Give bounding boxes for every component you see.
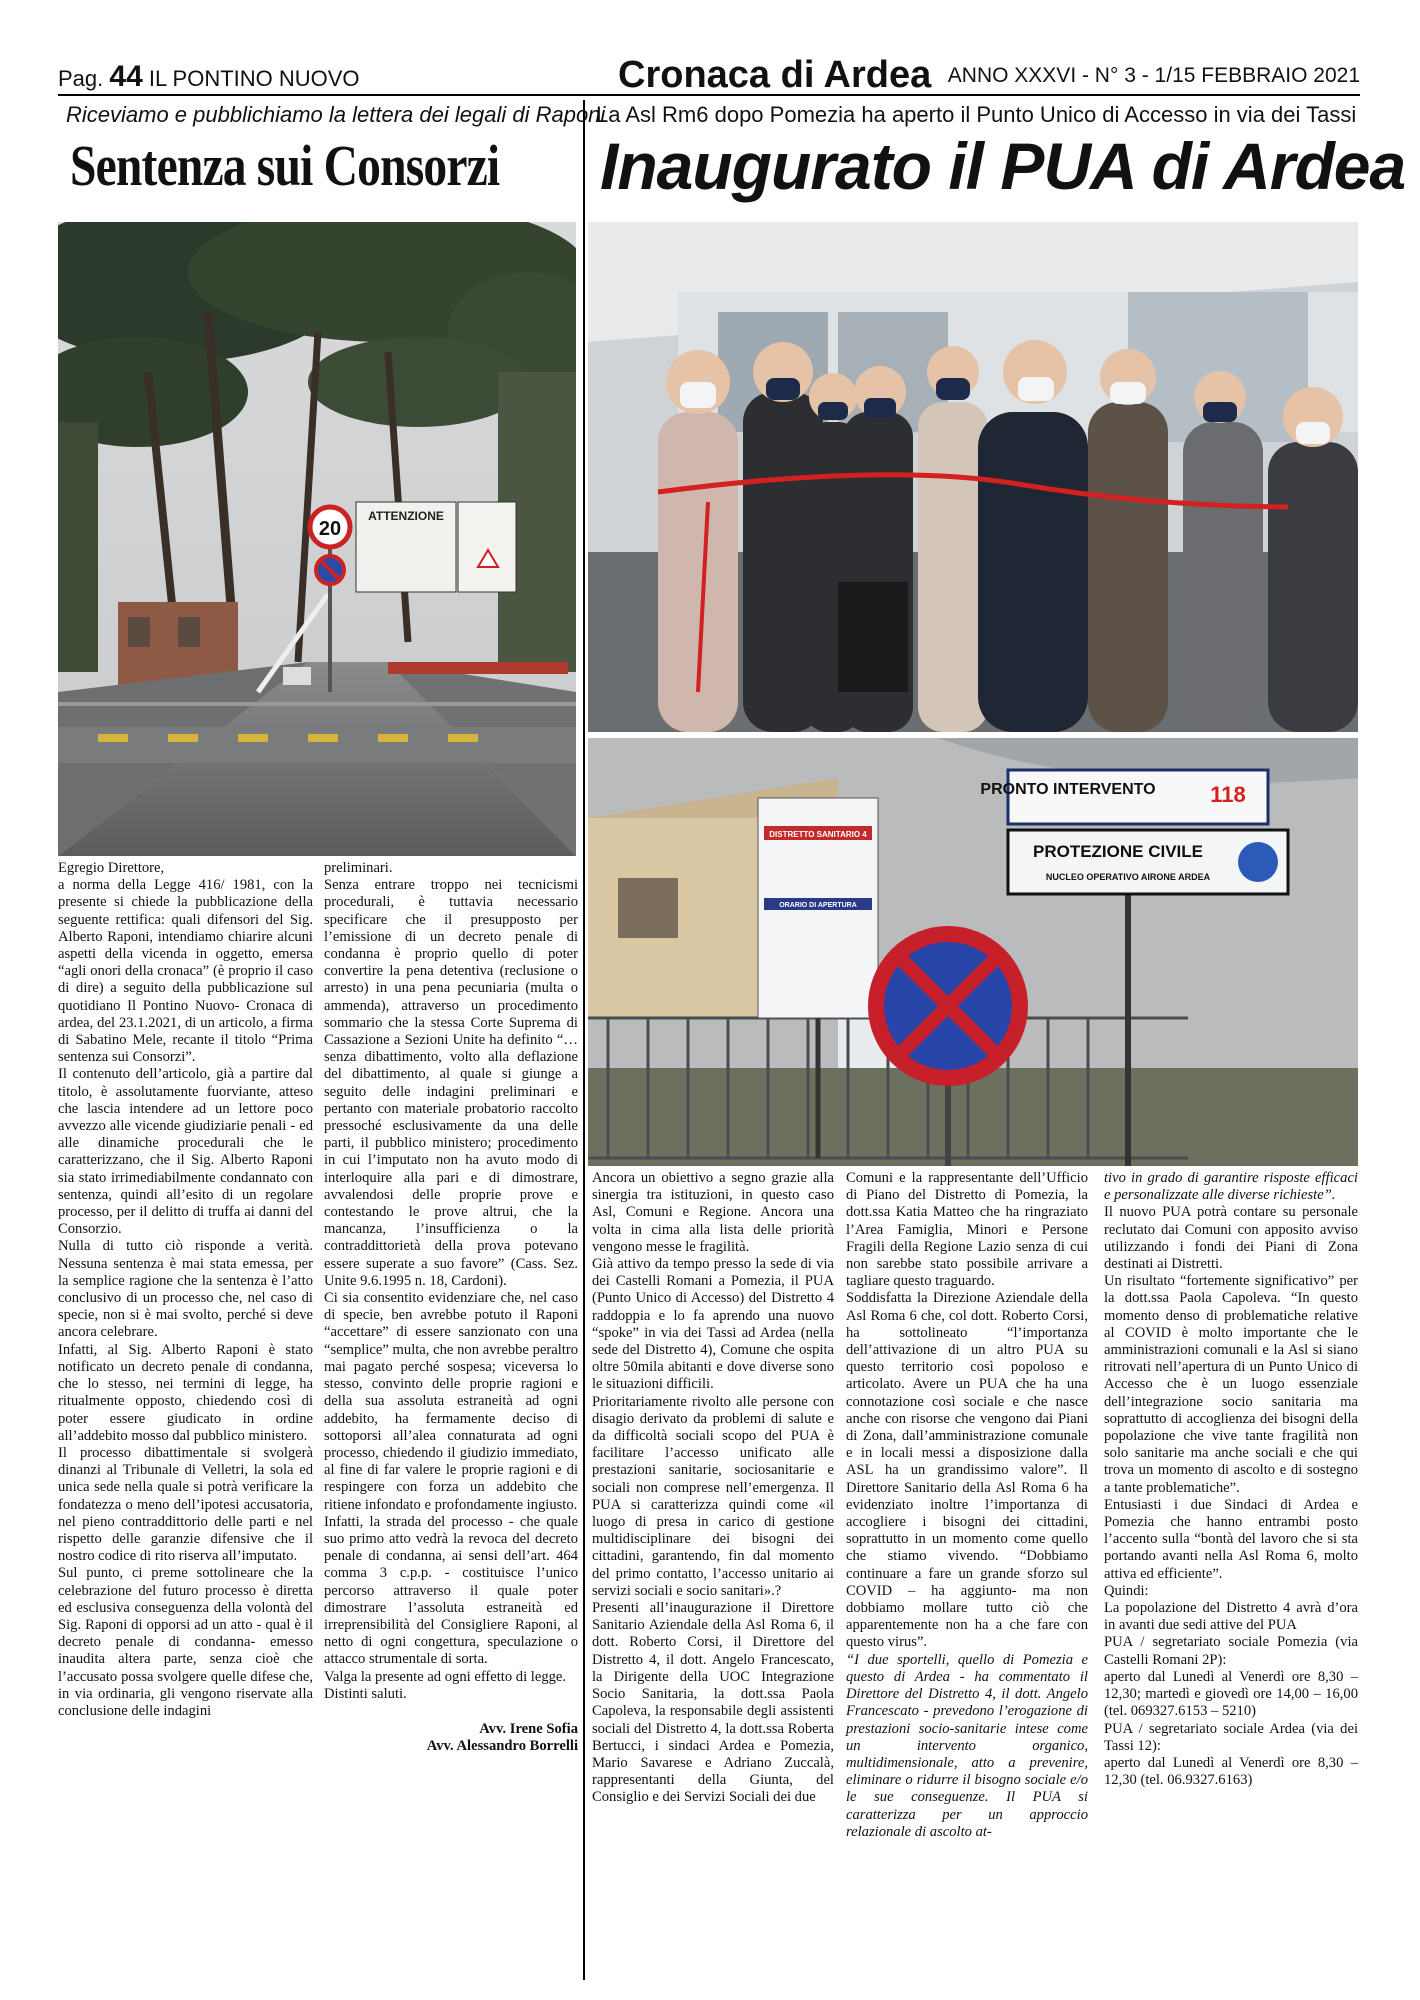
page-number: Pag. 44 IL PONTINO NUOVO: [58, 60, 360, 93]
right-title: Inaugurato il PUA di Ardea: [600, 129, 1406, 203]
svg-text:PRONTO INTERVENTO: PRONTO INTERVENTO: [980, 781, 1156, 798]
paragraph: Il contenuto dell’articolo, già a partire dal titolo, è assolutamente fuorviante, atteso che lascia intendere ad un lettore poco avvezzo alle vicende giudiziarie penali - ed alle dinamiche procedurali che le caratterizzano, che il Sig. Alberto Raponi sia stato irrimediabilmente condannato con sentenza, quindi all’esito di un regolare processo, per il delitto di truffa ai danni del Consorzio.: [58, 1066, 313, 1238]
paragraph: a norma della Legge 416/ 1981, con la presente si chiede la pubblicazione della seguente rettifica: quali difensori del Sig. Alberto Raponi, intendiamo chiarire alcuni aspetti della vicenda in oggetto, emersa “agli onori della cronaca” (è proprio il caso di dire) a seguito della pubblicazione sul quotidiano Il Pontino Nuovo- Cronaca di ardea, del 23.1.2021, di un articolo, a firma di Sabatino Mele, recante il titolo “Prima sentenza sui Consorzi”.: [58, 877, 313, 1066]
paragraph: Il nuovo PUA potrà contare su personale reclutato dai Comuni con apposito avviso utilizzando i fondi dei Piani di Zona destinati ai Distretti.: [1104, 1204, 1358, 1273]
column-divider: [583, 100, 585, 1980]
svg-text:118: 118: [1210, 782, 1246, 807]
right-col-2: [846, 1170, 1088, 1841]
paragraph: Il processo dibattimentale si svolgerà dinanzi al Tribunale di Velletri, la sola ed unica sede nella quale si potrà verificare la fondatezza o meno dell’ipotesi accusatoria, nel pieno contraddittorio delle parti e nel rispetto delle garanzie difensive che il nostro codice di rito riserva all’imputato.: [58, 1444, 313, 1565]
left-col-1: [58, 860, 313, 1720]
paragraph: Ancora un obiettivo a segno grazie alla sinergia tra istituzioni, in questo caso Asl, Comuni e Regione. Ancora una volta in cima alla lista delle priorità vengono messe le fragilità.: [592, 1170, 834, 1255]
paragraph: Già attivo da tempo presso la sede di via dei Castelli Romani a Pomezia, il PUA (Punto Unico di Accesso) del Distretto 4 raddoppia e lo fa aprendo una nuovo “spoke” in via dei Tassi ad Ardea (nella sede del Distretto 4), Comune che ospita oltre 50mila abitanti e dove diverse sono le situazioni difficili.: [592, 1256, 834, 1393]
paragraph: Senza entrare troppo nei tecnicismi procedurali, è tuttavia necessario specificare che il presupposto per l’emissione di un decreto penale di condanna è proprio quello di poter convertire la pena detentiva (reclusione o arresto) in una pena pecuniaria (multa o ammenda), attraverso un procedimento sommario che la stessa Corte Suprema di Cassazione a Sezioni Unite ha definito “…senza dibattimento, volto alla deflazione del dibattimento, al quale si giunge a seguito delle indagini preliminari e pertanto con materiale probatorio raccolto pressoché esclusivamente da una delle parti, il pubblico ministero; procedimento in cui l’imputato non ha avuto modo di interloquire alla pari e di dimostrare, avvalendosi delle proprie prove e contestando le prove altrui, che la mancanza, l’insufficienza o la contraddittorietà della prova potevano essere superate a suo favore” (Cass. Sez. Unite 9.6.1995 n. 18, Cardoni).: [324, 877, 578, 1289]
paragraph: PUA / segretariato sociale Pomezia (via Castelli Romani 2P):: [1104, 1634, 1358, 1668]
left-title: Sentenza sui Consorzi: [70, 133, 500, 198]
paragraph: preliminari.: [324, 860, 393, 876]
paragraph: Valga la presente ad ogni effetto di legge.: [324, 1668, 567, 1685]
paragraph: Infatti, la strada del processo - che quale suo primo atto vedrà la revoca del decreto penale di condanna, ai sensi dell’art. 464 comma 3 c.p.p. - costituisce l’unico percorso attraverso il quale poter dimostrare l’assoluta estraneità ed irreprensibilità del Consigliere Raponi, al netto di ogni congettura, speculazione o attacco strumentale di sorta.: [324, 1513, 578, 1668]
paragraph: Comuni e la rappresentante dell’Ufficio di Piano del Distretto di Pomezia, la dott.ssa Katia Matteo che ha ringraziato l’Area Famiglia, Minori e Persone Fragili della Regione Lazio senza di cui non sarebbe stato possibile arrivare a tagliare questo traguardo.: [846, 1170, 1088, 1290]
photo-street: [58, 222, 576, 856]
paragraph: Prioritariamente rivolto alle persone con disagio derivato da problemi di salute e da difficoltà sociali scopo del PUA è facilitare l’accesso unificato alle prestazioni sanitarie, sociosanitarie e sociali non comprese nell’emergenza. Il PUA si caratterizza quindi come «il luogo di presa in carico di gestione multidisciplinare dei bisogni dei cittadini, garantendo, fin dal momento del primo contatto, l’accesso unitario ai servizi sociali e socio sanitari».?: [592, 1393, 834, 1599]
left-col-2: [324, 860, 578, 1755]
section-title: Cronaca di Ardea: [618, 54, 932, 96]
page-header: [58, 54, 1360, 96]
paragraph: aperto dal Lunedì al Venerdì ore 8,30 – 12,30; martedì e giovedì ore 14,00 – 16,00 (tel. 069327.6153 – 5210): [1104, 1668, 1358, 1720]
paragraph: Soddisfatta la Direzione Aziendale della Asl Roma 6 che, col dott. Roberto Corsi, ha sottolineato “l’importanza dell’attivazione di un altro PUA su questo territorio così popoloso e articolato. Avere un PUA che ha una connotazione così sociale e che nasce anche con risorse che vengono dai Piani di Zona, dall’amministrazione comunale e in locali messi a disposizione dalla ASL ha un grandissimo valore”. Il Direttore Sanitario della Asl Roma 6 ha evidenziato inoltre l’importanza di accogliere i bisogni dei cittadini, soprattutto in un momento come quello che stiamo vivendo. “Dobbiamo continuare a fare un grande sforzo sul COVID – ha aggiunto- ma non dobbiamo mollare tutto ciò che apparentemente non ha a che fare con questo virus”.: [846, 1290, 1088, 1651]
svg-text:NUCLEO OPERATIVO AIRONE ARDEA: NUCLEO OPERATIVO AIRONE ARDEA: [1045, 872, 1211, 882]
paragraph: Ci sia consentito evidenziare che, nel caso di specie, ben avrebbe potuto il Raponi “accettare” di essere sanzionato con una “semplice” multa, che non avrebbe peraltro mai pagato perché sospesa; viceversa lo stesso, convinto delle proprie ragioni e della sua assoluta estraneità ad ogni addebito, ha fermamente deciso di sottoporsi all’alea connaturata ad ogni processo, chiedendo il giudizio immediato, al fine di far valere le proprie ragioni e di respingere con forza un addebito che ritiene infondato e profondamente ingiusto.: [324, 1290, 578, 1513]
paragraph: Entusiasti i due Sindaci di Ardea e Pomezia che hanno entrambi posto l’accento sulla “bontà del lavoro che si sta portando avanti nella Asl Roma 6, molto attiva ed efficiente”.: [1104, 1496, 1358, 1582]
svg-text:PROTEZIONE CIVILE: PROTEZIONE CIVILE: [1032, 842, 1204, 861]
svg-text:ORARIO DI APERTURA: ORARIO DI APERTURA: [779, 902, 857, 909]
paragraph: Presenti all’inaugurazione il Direttore Sanitario Aziendale della Asl Roma 6, il dott. Roberto Corsi, il Direttore del Distretto 4, il dott. Angelo Francescato, la Dirigente della UOC Integrazione Socio Sanitaria, la dott.ssa Paola Capoleva, la responsabile degli assistenti sociali del Distretto 4, la dott.ssa Roberta Bertucci, i sindaci Ardea e Pomezia, Mario Savarese e Adriano Zuccalà, rappresentanti della Giunta, del Consiglio e dei Servizi Sociali dei due: [592, 1600, 834, 1806]
signature: Avv. Alessandro Borrelli: [426, 1738, 578, 1755]
paragraph: Un risultato “fortemente significativo” per la dott.ssa Paola Capoleva. “In questo momento denso di problematiche relative al COVID è molto importante che le amministrazioni comunali e la Asl si siano ritrovati nell’apertura di un Punto Unico di Accesso che è un luogo essenziale dell’integrazione socio sanitaria ma soprattutto di accoglienza dei bisogni della popolazione che vive tante fragilità non solo sanitarie ma anche sociali e che qui trova un momento di ascolto e di sostegno a tante problematiche”.: [1104, 1273, 1358, 1496]
paragraph: Infatti, al Sig. Alberto Raponi è stato notificato un decreto penale di condanna, che lo stesso, nei termini di legge, ha ritualmente opposto, chiedendo così di poter essere giudicato in ordine all’addebito mosso dal pubblico ministero.: [58, 1341, 313, 1444]
photo-ribbon-cutting: [588, 222, 1358, 732]
paragraph: aperto dal Lunedì al Venerdì ore 8,30 – 12,30 (tel. 06.9327.6163): [1104, 1754, 1358, 1789]
paragraph: “I due sportelli, quello di Pomezia e questo di Ardea - ha commentato il Direttore del Distretto 4, il dott. Angelo Francescato - prevedono l’erogazione di prestazioni socio-sanitarie intese come un intervento organico, multidimensionale, atto a prevenire, eliminare o ridurre il bisogno sociale e/o le sue conseguenze. Il PUA si caratterizza per un approccio relazionale di ascolto at-: [846, 1651, 1088, 1840]
signature: Avv. Irene Sofia: [479, 1720, 578, 1737]
photo-signs: [588, 738, 1358, 1166]
right-kicker: La Asl Rm6 dopo Pomezia ha aperto il Punto Unico di Accesso in via dei Tassi: [596, 102, 1357, 127]
paragraph: La popolazione del Distretto 4 avrà d’ora in avanti due sedi attive del PUA: [1104, 1600, 1358, 1634]
left-kicker: Riceviamo e pubblichiamo la lettera dei legali di Raponi: [66, 102, 606, 127]
right-col-3: [1104, 1170, 1358, 1789]
svg-text:20: 20: [318, 518, 342, 540]
paragraph: tivo in grado di garantire risposte efficaci e personalizzate alle diverse richieste”.: [1104, 1170, 1358, 1204]
paragraph: Egregio Direttore,: [58, 860, 165, 876]
paragraph: Nulla di tutto ciò risponde a verità. Nessuna sentenza è mai stata emessa, per la semplice ragione che la sentenza è l’atto conclusivo di un processo che, nel caso di specie, non si è mai svolto, perché si deve ancora celebrare.: [58, 1238, 313, 1341]
svg-text:ATTENZIONE: ATTENZIONE: [368, 509, 444, 523]
paragraph: PUA / segretariato sociale Ardea (via dei Tassi 12):: [1104, 1720, 1358, 1754]
right-col-1: [592, 1170, 834, 1807]
svg-text:DISTRETTO SANITARIO 4: DISTRETTO SANITARIO 4: [769, 830, 867, 839]
paragraph: Distinti saluti.: [324, 1685, 407, 1702]
paragraph: Quindi:: [1104, 1582, 1149, 1599]
paragraph: Sul punto, ci preme sottolineare che la celebrazione del futuro processo è diretta ed esclusiva conseguenza della volontà del Sig. Raponi di opporsi ad un atto - qual è il decreto penale di condanna- emesso inaudita altera parte, senza cioè che l’accusato possa svolgere quelle difese che, in via ordinaria, gli vengono riservate alla conclusione delle indagini: [58, 1565, 313, 1719]
issue-info: ANNO XXXVI - N° 3 - 1/15 FEBBRAIO 2021: [947, 64, 1360, 87]
paper-name: IL PONTINO NUOVO: [148, 66, 360, 91]
